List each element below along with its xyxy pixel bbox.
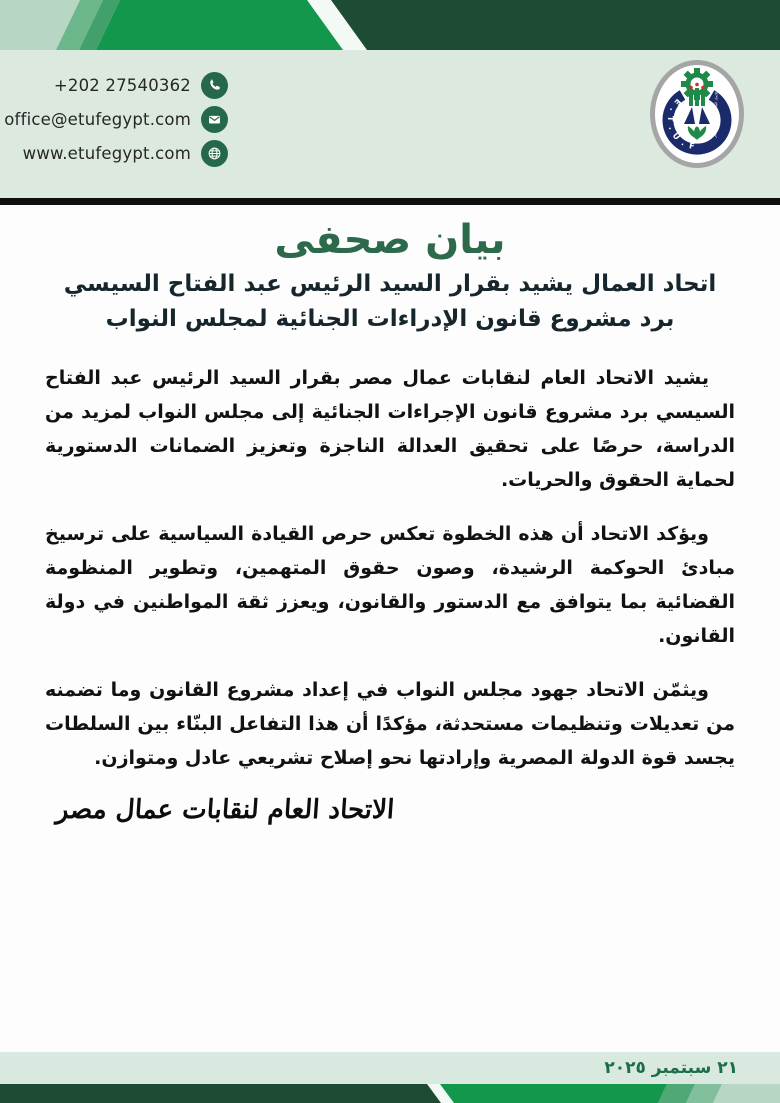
website-url: www.etufegypt.com: [22, 144, 191, 163]
logo-letters: E . T . U . F: [665, 97, 697, 152]
divider-line: [0, 198, 780, 205]
contact-phone: [28, 72, 228, 99]
headline-line-2: برد مشروع قانون الإدراءات الجنائية لمجلس النواب: [105, 306, 675, 332]
top-banner-graphic: [0, 0, 780, 50]
factory-icon: [689, 83, 705, 106]
etuf-logo: [650, 60, 744, 168]
contact-website: [22, 140, 228, 167]
paragraph-3: ويثمّن الاتحاد جهود مجلس النواب في إعداد مشروع القانون وما تضمنه من تعديلات وتنظيمات مستحدثة، مؤكدًا أن هذا التفاعل البنّاء بين السلطات يجسد قوة الدولة المصرية وإرادتها نحو إصلاح تشريعي عادل ومتوازن.: [45, 679, 735, 769]
headline-line-1: اتحاد العمال يشيد بقرار السيد الرئيس عبد الفتاح السيسي: [63, 271, 717, 297]
letterhead-header: [0, 50, 780, 198]
globe-icon: [201, 140, 228, 167]
paragraph-2: ويؤكد الاتحاد أن هذه الخطوة تعكس حرص القيادة السياسية على ترسيخ مبادئ الحوكمة الرشيدة، وصون حقوق المتهمين، وتطوير المنظومة القضائية بما يتوافق مع الدستور والقانون، ويعزز ثقة المواطنين في دولة القانون.: [45, 523, 735, 647]
bottom-banner-graphic: [0, 1084, 780, 1103]
date-bar: [0, 1052, 780, 1084]
phone-number: +202 27540362: [53, 76, 191, 95]
contact-email: [4, 106, 228, 133]
phone-icon: [201, 72, 228, 99]
date-text: ٢١ سبتمبر ٢٠٢٥: [604, 1058, 738, 1078]
press-release-title: بيان صحفى: [274, 217, 506, 263]
envelope-icon: [201, 106, 228, 133]
paragraphs-container: [45, 361, 735, 775]
contact-info: [4, 72, 228, 167]
press-release-headline: [0, 267, 780, 337]
email-address: office@etufegypt.com: [4, 110, 191, 129]
signature-text: الاتحاد العام لنقابات عمال مصر: [54, 795, 396, 825]
paragraph-1: يشيد الاتحاد العام لنقابات عمال مصر بقرار السيد الرئيس عبد الفتاح السيسي برد مشروع قانون الإجراءات الجنائية إلى مجلس النواب لمزيد من الدراسة، حرصًا على تحقيق العدالة الناجزة وتعزيز الضمانات الدستورية لحماية الحقوق والحريات.: [45, 367, 735, 491]
press-release-body: [0, 205, 780, 1052]
logo-arabic-text: الاتحاد العام لنقابات عمال مصر: [713, 91, 719, 139]
